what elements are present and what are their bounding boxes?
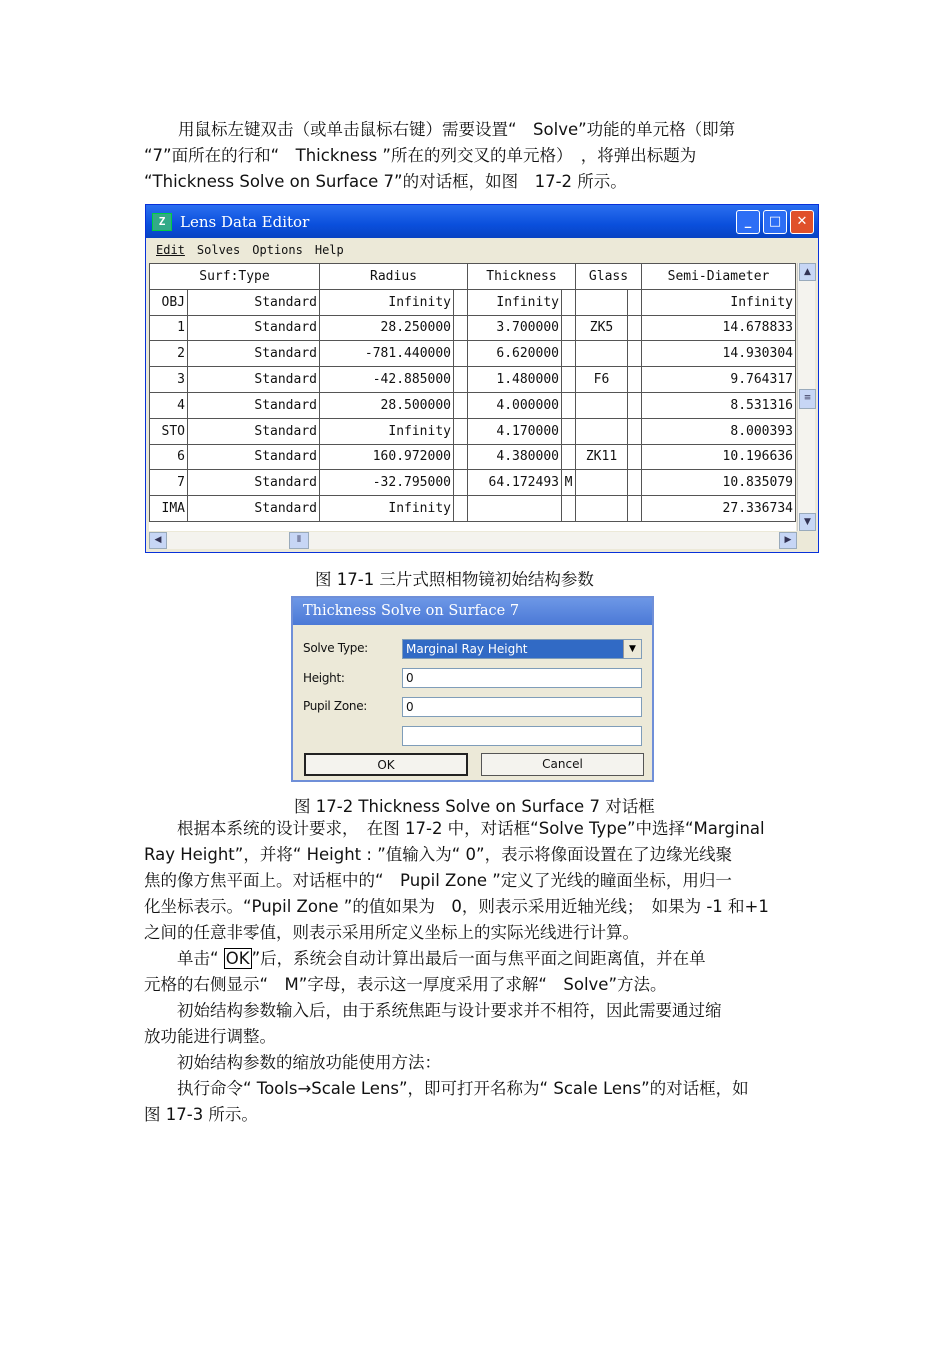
lens-editor-menubar [146,238,818,262]
grid-radius-cell[interactable]: -32.795000 [320,470,454,496]
table-row [150,367,796,393]
grid-thickness-cell[interactable]: Infinity [468,289,562,315]
scroll-up-icon[interactable]: ▲ [799,263,816,281]
grid-glass-solve-cell[interactable] [628,418,642,444]
vertical-scrollbar[interactable] [797,263,815,531]
grid-radius-cell[interactable]: Infinity [320,289,454,315]
grid-surf-cell[interactable]: 2 [150,341,188,367]
minimize-icon[interactable]: _ [736,210,760,234]
p1-line-4: 化坐标表示。“Pupil Zone ”的值如果为 0，则表示采用近轴光线； 如果为 -1 和+1 [144,897,769,916]
grid-radius-cell[interactable]: Infinity [320,496,454,522]
intro-line-1: 用鼠标左键双击（或单击鼠标右键）需要设置“ Solve”功能的单元格（即第 [178,120,736,139]
grid-glass-cell[interactable] [576,470,628,496]
grid-header-row [150,264,796,290]
p3-line-1: 初始结构参数输入后，由于系统焦距与设计要求并不相符，因此需要通过缩 [144,1001,722,1020]
grid-thickness-solve-cell[interactable] [562,392,576,418]
solve-type-label: Solve Type: [303,641,368,655]
grid-thickness-solve-cell[interactable] [562,367,576,393]
grid-radius-solve-cell[interactable] [454,444,468,470]
p5-line-2: 图 17-3 所示。 [144,1105,258,1124]
height-input[interactable]: 0 [402,668,642,688]
grid-surf-cell[interactable]: 6 [150,444,188,470]
grid-semi-diameter-cell[interactable]: 10.196636 [642,444,796,470]
grid-glass-cell[interactable] [576,418,628,444]
grid-semi-diameter-cell[interactable]: Infinity [642,289,796,315]
hscroll-thumb[interactable]: ⦀ [289,532,309,549]
header-thickness[interactable]: Thickness [468,264,576,290]
maximize-icon[interactable]: □ [763,210,787,234]
grid-semi-diameter-cell[interactable]: 14.678833 [642,315,796,341]
grid-glass-cell[interactable]: ZK5 [576,315,628,341]
grid-thickness-cell[interactable]: 1.480000 [468,367,562,393]
chevron-down-icon[interactable]: ▼ [623,640,641,658]
grid-glass-solve-cell[interactable] [628,392,642,418]
thickness-solve-dialog [291,596,654,782]
grid-glass-solve-cell[interactable] [628,341,642,367]
grid-glass-solve-cell[interactable] [628,315,642,341]
grid-type-cell[interactable]: Standard [188,367,320,393]
solve-type-select[interactable] [402,639,642,659]
lens-data-editor-window [145,204,819,553]
app-icon: Z [152,213,172,231]
scroll-thumb[interactable]: ≡ [799,389,816,409]
grid-thickness-cell[interactable]: 64.172493 [468,470,562,496]
ok-button[interactable]: OK [304,753,468,776]
p1-line-1: 根据本系统的设计要求， 在图 17-2 中，对话框“Solve Type”中选择“Marginal [144,819,765,838]
grid-thickness-solve-cell[interactable] [562,496,576,522]
p1-line-2: Ray Height”，并将“ Height : ”值输入为“ 0”，表示将像面设置在了边缘光线聚 [144,845,733,864]
header-surf-type[interactable]: Surf:Type [150,264,320,290]
figure-caption-2: 图 17-2 Thickness Solve on Surface 7 对话框 [294,797,655,816]
menu-edit[interactable]: Edit [156,243,185,257]
menu-options[interactable]: Options [252,243,303,257]
cancel-button[interactable]: Cancel [481,753,644,776]
p3-line-2: 放功能进行调整。 [144,1027,276,1046]
grid-surf-cell[interactable]: IMA [150,496,188,522]
extra-input[interactable] [402,726,642,746]
table-row [150,341,796,367]
grid-surf-cell[interactable]: 1 [150,315,188,341]
scroll-down-icon[interactable]: ▼ [799,513,816,531]
header-radius[interactable]: Radius [320,264,468,290]
menu-solves[interactable]: Solves [196,243,241,257]
grid-surf-cell[interactable]: 3 [150,367,188,393]
lens-data-grid [149,263,796,531]
grid-type-cell[interactable]: Standard [188,470,320,496]
grid-surf-cell[interactable]: STO [150,418,188,444]
grid-radius-cell[interactable]: Infinity [320,418,454,444]
table-row [150,444,796,470]
grid-glass-solve-cell[interactable] [628,444,642,470]
grid-radius-solve-cell[interactable] [454,341,468,367]
grid-radius-cell[interactable]: -781.440000 [320,341,454,367]
grid-glass-cell[interactable] [576,496,628,522]
grid-thickness-solve-cell[interactable] [562,315,576,341]
grid-type-cell[interactable]: Standard [188,392,320,418]
table-row [150,418,796,444]
lens-editor-title: Lens Data Editor [180,212,310,231]
p2-pre: 单击“ [144,949,224,968]
p2-line-2: 元格的右侧显示“ M”字母，表示这一厚度采用了求解“ Solve”方法。 [144,975,667,994]
intro-paragraph [144,117,808,195]
grid-thickness-cell[interactable]: 3.700000 [468,315,562,341]
p4-line-1: 初始结构参数的缩放功能使用方法： [144,1053,441,1072]
grid-radius-cell[interactable]: -42.885000 [320,367,454,393]
grid-radius-solve-cell[interactable] [454,315,468,341]
pupil-zone-input[interactable]: 0 [402,697,642,717]
grid-surf-cell[interactable]: OBJ [150,289,188,315]
grid-radius-solve-cell[interactable] [454,289,468,315]
grid-semi-diameter-cell[interactable]: 8.531316 [642,392,796,418]
grid-semi-diameter-cell[interactable]: 9.764317 [642,367,796,393]
grid-type-cell[interactable]: Standard [188,418,320,444]
grid-radius-solve-cell[interactable] [454,418,468,444]
grid-glass-solve-cell[interactable] [628,470,642,496]
grid-thickness-solve-cell[interactable] [562,444,576,470]
grid-radius-solve-cell[interactable] [454,496,468,522]
grid-thickness-cell[interactable]: 4.170000 [468,418,562,444]
grid-semi-diameter-cell[interactable]: 27.336734 [642,496,796,522]
grid-surf-cell[interactable]: 7 [150,470,188,496]
header-semi-diameter[interactable]: Semi-Diameter [642,264,796,290]
p2-ok-box: OK [225,949,250,968]
grid-glass-solve-cell[interactable] [628,367,642,393]
grid-radius-solve-cell[interactable] [454,367,468,393]
grid-semi-diameter-cell[interactable]: 10.835079 [642,470,796,496]
table-row [150,496,796,522]
p2-post: ”后，系统会自动计算出最后一面与焦平面之间距离值，并在单 [251,949,706,968]
grid-type-cell[interactable]: Standard [188,341,320,367]
body-text [144,816,814,1128]
grid-glass-cell[interactable]: ZK11 [576,444,628,470]
grid-radius-cell[interactable]: 28.500000 [320,392,454,418]
grid-semi-diameter-cell[interactable]: 8.000393 [642,418,796,444]
horizontal-scrollbar[interactable] [149,532,797,549]
p2-line-1 [144,946,814,972]
table-row [150,315,796,341]
p1-line-3: 焦的像方焦平面上。对话框中的“ Pupil Zone ”定义了光线的瞳面坐标，用归一 [144,871,732,890]
scroll-right-icon[interactable]: ▶ [779,532,797,549]
grid-thickness-solve-cell[interactable] [562,418,576,444]
grid-type-cell[interactable]: Standard [188,289,320,315]
grid-type-cell[interactable]: Standard [188,315,320,341]
grid-glass-cell[interactable]: F6 [576,367,628,393]
grid-thickness-solve-cell[interactable] [562,289,576,315]
dialog-title: Thickness Solve on Surface 7 [293,598,652,625]
close-icon[interactable]: ✕ [790,210,814,234]
p5-line-1: 执行命令“ Tools→Scale Lens”，即可打开名称为“ Scale Lens”的对话框，如 [144,1079,749,1098]
height-label: Height: [303,671,345,685]
grid-thickness-cell[interactable] [468,496,562,522]
grid-thickness-cell[interactable]: 6.620000 [468,341,562,367]
grid-type-cell[interactable]: Standard [188,444,320,470]
grid-radius-cell[interactable]: 160.972000 [320,444,454,470]
figure-caption-1: 图 17-1 三片式照相物镜初始结构参数 [315,570,594,589]
grid-thickness-cell[interactable]: 4.380000 [468,444,562,470]
grid-thickness-cell[interactable]: 4.000000 [468,392,562,418]
p1-line-5: 之间的任意非零值，则表示采用所定义坐标上的实际光线进行计算。 [144,923,639,942]
table-row [150,470,796,496]
menu-help[interactable]: Help [314,243,344,257]
table-row [150,392,796,418]
grid-glass-solve-cell[interactable] [628,289,642,315]
grid-semi-diameter-cell[interactable]: 14.930304 [642,341,796,367]
grid-surf-cell[interactable]: 4 [150,392,188,418]
table-row [150,289,796,315]
grid-radius-cell[interactable]: 28.250000 [320,315,454,341]
solve-type-value: Marginal Ray Height [406,642,528,656]
grid-glass-cell[interactable] [576,341,628,367]
intro-line-2: “7”面所在的行和“ Thickness ”所在的列交叉的单元格） ，将弹出标题为 [144,146,697,165]
grid-glass-cell[interactable] [576,289,628,315]
grid-thickness-solve-cell[interactable]: M [562,470,576,496]
pupil-zone-label: Pupil Zone: [303,699,368,713]
grid-glass-solve-cell[interactable] [628,496,642,522]
grid-radius-solve-cell[interactable] [454,470,468,496]
header-glass[interactable]: Glass [576,264,642,290]
intro-line-3: “Thickness Solve on Surface 7”的对话框，如图 17-2 所示。 [144,172,627,191]
lens-editor-titlebar [146,205,818,238]
grid-glass-cell[interactable] [576,392,628,418]
grid-type-cell[interactable]: Standard [188,496,320,522]
grid-thickness-solve-cell[interactable] [562,341,576,367]
scroll-left-icon[interactable]: ◀ [149,532,167,549]
grid-radius-solve-cell[interactable] [454,392,468,418]
